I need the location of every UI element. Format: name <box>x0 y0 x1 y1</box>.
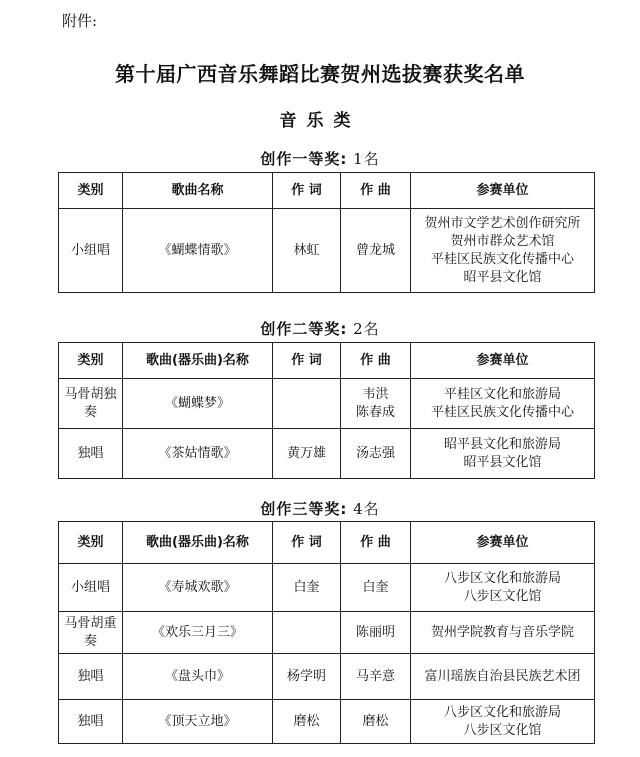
header-composer: 作 曲 <box>341 173 411 209</box>
units-line: 八步区文化和旅游局 <box>443 704 561 720</box>
composer-line: 马辛意 <box>355 668 395 684</box>
award-label: 创作三等奖: <box>260 500 348 518</box>
cell-units <box>411 429 595 479</box>
header-work-name: 歌曲(器乐曲)名称 <box>123 343 273 379</box>
units-line: 贺州学院教育与音乐学院 <box>430 624 574 640</box>
document-title: 第十届广西音乐舞蹈比赛贺州选拔赛获奖名单 <box>115 62 525 86</box>
units-line: 富川瑶族自治县民族艺术团 <box>424 668 581 684</box>
cell-composer <box>341 564 411 612</box>
units-line: 平桂区文化和旅游局 <box>443 386 561 402</box>
composer-line: 曾龙城 <box>355 242 395 258</box>
cell-lyricist <box>273 564 341 612</box>
cell-work: 《蝴蝶梦》 <box>123 379 273 429</box>
units-line: 昭平县文化和旅游局 <box>443 436 561 452</box>
cell-lyricist <box>273 209 341 293</box>
cell-units <box>411 564 595 612</box>
cell-composer <box>341 379 411 429</box>
units-line: 昭平县文化馆 <box>463 454 542 470</box>
award-count: 1名 <box>353 150 380 168</box>
awards-table-second <box>58 342 595 479</box>
cell-lyricist <box>273 700 341 744</box>
award-heading-second <box>0 318 640 339</box>
cell-lyricist <box>273 429 341 479</box>
header-composer: 作 曲 <box>341 522 411 564</box>
composer-line: 韦洪 <box>362 386 389 402</box>
composer-line: 陈丽明 <box>355 624 395 640</box>
award-count: 2名 <box>353 320 380 338</box>
lyricist-line: 林虹 <box>293 242 320 258</box>
cell-work: 《寿城欢歌》 <box>123 564 273 612</box>
cell-work: 《茶姑情歌》 <box>123 429 273 479</box>
cell-work: 《蝴蝶情歌》 <box>123 209 273 293</box>
cell-units <box>411 700 595 744</box>
award-heading-third <box>0 498 640 519</box>
header-type: 类别 <box>59 522 123 564</box>
cell-type: 独唱 <box>59 700 123 744</box>
category-heading: 音乐类 <box>279 111 361 131</box>
lyricist-line: 磨松 <box>293 713 320 729</box>
cell-composer <box>341 429 411 479</box>
cell-type: 小组唱 <box>59 209 123 293</box>
header-units: 参赛单位 <box>411 343 595 379</box>
table-row <box>59 379 595 429</box>
header-work-name: 歌曲(器乐曲)名称 <box>123 522 273 564</box>
cell-lyricist <box>273 654 341 700</box>
composer-line: 陈春成 <box>355 404 395 420</box>
units-line: 贺州市文学艺术创作研究所 <box>424 215 581 231</box>
award-label: 创作一等奖: <box>260 150 348 168</box>
cell-units <box>411 654 595 700</box>
awards-table-third <box>58 521 595 744</box>
table-header-row <box>59 522 595 564</box>
header-composer: 作 曲 <box>341 343 411 379</box>
table-row <box>59 654 595 700</box>
cell-type: 马骨胡重奏 <box>59 612 123 654</box>
table-header-row <box>59 173 595 209</box>
attachment-label: 附件: <box>62 12 98 30</box>
header-work-name: 歌曲名称 <box>123 173 273 209</box>
lyricist-line: 黄万雄 <box>286 445 326 461</box>
header-units: 参赛单位 <box>411 522 595 564</box>
cell-type: 独唱 <box>59 654 123 700</box>
cell-type: 小组唱 <box>59 564 123 612</box>
header-units: 参赛单位 <box>411 173 595 209</box>
header-lyricist: 作 词 <box>273 343 341 379</box>
composer-line: 白奎 <box>362 579 389 595</box>
units-line: 八步区文化馆 <box>463 722 542 738</box>
units-line: 平桂区民族文化传播中心 <box>430 404 574 420</box>
lyricist-line: 白奎 <box>293 579 320 595</box>
table-row <box>59 209 595 293</box>
award-heading-first <box>0 148 640 169</box>
table-row <box>59 564 595 612</box>
cell-type: 独唱 <box>59 429 123 479</box>
header-type: 类别 <box>59 343 123 379</box>
cell-work: 《欢乐三月三》 <box>123 612 273 654</box>
cell-composer <box>341 700 411 744</box>
units-line: 贺州市群众艺术馆 <box>450 233 555 249</box>
cell-units <box>411 612 595 654</box>
cell-composer <box>341 654 411 700</box>
cell-work: 《顶天立地》 <box>123 700 273 744</box>
award-label: 创作二等奖: <box>260 320 348 338</box>
cell-type: 马骨胡独奏 <box>59 379 123 429</box>
table-header-row <box>59 343 595 379</box>
cell-lyricist <box>273 612 341 654</box>
units-line: 昭平县文化馆 <box>463 269 542 285</box>
composer-line: 磨松 <box>362 713 389 729</box>
header-type: 类别 <box>59 173 123 209</box>
award-count: 4名 <box>353 500 380 518</box>
table-row <box>59 612 595 654</box>
header-lyricist: 作 词 <box>273 522 341 564</box>
header-lyricist: 作 词 <box>273 173 341 209</box>
units-line: 平桂区民族文化传播中心 <box>430 251 574 267</box>
cell-units <box>411 379 595 429</box>
lyricist-line: 杨学明 <box>286 668 326 684</box>
cell-lyricist <box>273 379 341 429</box>
awards-table-first <box>58 172 595 293</box>
cell-units <box>411 209 595 293</box>
table-row <box>59 429 595 479</box>
cell-composer <box>341 612 411 654</box>
table-row <box>59 700 595 744</box>
units-line: 八步区文化和旅游局 <box>443 570 561 586</box>
units-line: 八步区文化馆 <box>463 588 542 604</box>
cell-composer <box>341 209 411 293</box>
cell-work: 《盘头巾》 <box>123 654 273 700</box>
composer-line: 汤志强 <box>355 445 395 461</box>
